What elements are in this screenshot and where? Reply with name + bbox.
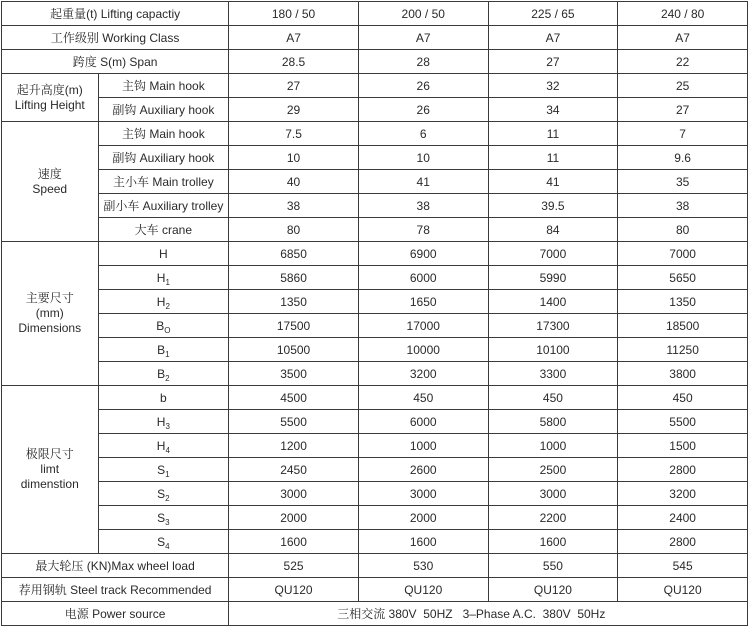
- dimension-symbol: [98, 314, 229, 338]
- cell-value: 530: [358, 554, 488, 578]
- symbol-letter: S: [157, 534, 166, 549]
- row-dim-h1: [2, 266, 748, 290]
- cell-value: 5500: [229, 410, 359, 434]
- cell-value: 3300: [488, 362, 618, 386]
- row-dim-h2: [2, 290, 748, 314]
- cell-value: A7: [618, 26, 748, 50]
- cell-value: 545: [618, 554, 748, 578]
- symbol-letter: B: [157, 366, 166, 381]
- cell-value: 35: [618, 170, 748, 194]
- symbol-subscript: O: [164, 325, 171, 335]
- power-source-label: 电源 Power source: [2, 602, 229, 626]
- cell-value: 7.5: [229, 122, 359, 146]
- dimension-symbol: [98, 530, 229, 554]
- limit-dimension-label-en-1: limt: [40, 462, 60, 476]
- cell-value: 9.6: [618, 146, 748, 170]
- row-limit-h4: [2, 434, 748, 458]
- dimension-symbol: [98, 458, 229, 482]
- cell-value: 7: [618, 122, 748, 146]
- cell-value: 5500: [618, 410, 748, 434]
- row-speed-aux-trolley: [2, 194, 748, 218]
- symbol-letter: H: [156, 270, 166, 285]
- symbol-subscript: 3: [165, 517, 170, 527]
- dimension-symbol: [98, 362, 229, 386]
- symbol-letter: B: [156, 318, 165, 333]
- cell-value: 2500: [488, 458, 618, 482]
- cell-value: 2800: [618, 530, 748, 554]
- cell-value: 10: [229, 146, 359, 170]
- cell-value: 27: [488, 50, 618, 74]
- row-dim-b2: [2, 362, 748, 386]
- dimension-symbol: [98, 482, 229, 506]
- dimensions-label-cn: 主要尺寸: [25, 291, 74, 305]
- row-label: 主钩 Main hook: [98, 74, 229, 98]
- cell-value: 450: [358, 386, 488, 410]
- cell-value: 38: [618, 194, 748, 218]
- cell-value: 2000: [358, 506, 488, 530]
- cell-value: 26: [358, 98, 488, 122]
- row-limit-s1: [2, 458, 748, 482]
- symbol-subscript: 1: [165, 469, 170, 479]
- dimension-symbol: [98, 266, 229, 290]
- model-200-50: 200 / 50: [358, 2, 488, 26]
- row-label: 大车 crane: [98, 218, 229, 242]
- row-label: 副钩 Auxiliary hook: [98, 146, 229, 170]
- cell-value: 22: [618, 50, 748, 74]
- cell-value: 3500: [229, 362, 359, 386]
- span-label: 跨度 S(m) Span: [2, 50, 229, 74]
- symbol-letter: H: [159, 246, 168, 261]
- cell-value: 3200: [618, 482, 748, 506]
- cell-value: 1600: [488, 530, 618, 554]
- cell-value: 1400: [488, 290, 618, 314]
- cell-value: QU120: [618, 578, 748, 602]
- cell-value: 5860: [229, 266, 359, 290]
- cell-value: 3800: [618, 362, 748, 386]
- cell-value: 1350: [618, 290, 748, 314]
- row-lifting-height-main: [2, 74, 748, 98]
- spec-table-container: [1, 1, 748, 626]
- symbol-letter: B: [157, 342, 166, 357]
- row-label: 主钩 Main hook: [98, 122, 229, 146]
- row-speed-main-hook: [2, 122, 748, 146]
- cell-value: QU120: [358, 578, 488, 602]
- dimension-symbol: [98, 338, 229, 362]
- dimension-symbol: [98, 434, 229, 458]
- row-limit-b: [2, 386, 748, 410]
- cell-value: QU120: [488, 578, 618, 602]
- symbol-letter: b: [160, 390, 167, 405]
- cell-value: 34: [488, 98, 618, 122]
- cell-value: 29: [229, 98, 359, 122]
- symbol-subscript: 4: [165, 541, 170, 551]
- cell-value: 3000: [358, 482, 488, 506]
- lifting-capacity-label: 起重量(t) Lifting capactiy: [2, 2, 229, 26]
- lifting-height-label-en: Lifting Height: [14, 97, 85, 112]
- row-label: 主小车 Main trolley: [98, 170, 229, 194]
- cell-value: 11250: [618, 338, 748, 362]
- cell-value: 6000: [358, 410, 488, 434]
- cell-value: 38: [229, 194, 359, 218]
- cell-value: 40: [229, 170, 359, 194]
- cell-value: 6900: [358, 242, 488, 266]
- cell-value: 38: [358, 194, 488, 218]
- speed-label-cn: 速度: [37, 166, 62, 181]
- dimension-symbol: [98, 242, 229, 266]
- symbol-letter: H: [156, 414, 166, 429]
- cell-value: 525: [229, 554, 359, 578]
- cell-value: 28.5: [229, 50, 359, 74]
- cell-value: 5800: [488, 410, 618, 434]
- row-span: [2, 50, 748, 74]
- cell-value: 11: [488, 122, 618, 146]
- cell-value: 3200: [358, 362, 488, 386]
- speed-label-en: Speed: [32, 181, 68, 196]
- cell-value: 1600: [229, 530, 359, 554]
- cell-value: 80: [618, 218, 748, 242]
- symbol-subscript: 2: [165, 493, 170, 503]
- cell-value: 11: [488, 146, 618, 170]
- row-limit-s2: [2, 482, 748, 506]
- cell-value: QU120: [229, 578, 359, 602]
- cell-value: 10500: [229, 338, 359, 362]
- working-class-label: 工作级别 Working Class: [2, 26, 229, 50]
- symbol-letter: S: [157, 510, 166, 525]
- cell-value: 2200: [488, 506, 618, 530]
- cell-value: 2000: [229, 506, 359, 530]
- symbol-subscript: 2: [165, 301, 170, 311]
- cell-value: 5650: [618, 266, 748, 290]
- row-limit-h3: [2, 410, 748, 434]
- dimensions-group-label: [2, 242, 99, 386]
- dimension-symbol: [98, 290, 229, 314]
- cell-value: 450: [618, 386, 748, 410]
- cell-value: 32: [488, 74, 618, 98]
- cell-value: 2600: [358, 458, 488, 482]
- row-speed-main-trolley: [2, 170, 748, 194]
- dimensions-label-unit: (mm): [35, 306, 64, 320]
- model-225-65: 225 / 65: [488, 2, 618, 26]
- cell-value: 1000: [358, 434, 488, 458]
- cell-value: 17000: [358, 314, 488, 338]
- cell-value: 27: [618, 98, 748, 122]
- cell-value: 18500: [618, 314, 748, 338]
- cell-value: 450: [488, 386, 618, 410]
- lifting-height-group-label: [2, 74, 99, 122]
- symbol-letter: H: [156, 294, 166, 309]
- limit-dimension-label-en-2: dimenstion: [20, 477, 79, 491]
- cell-value: 25: [618, 74, 748, 98]
- row-dim-bo: [2, 314, 748, 338]
- cell-value: 39.5: [488, 194, 618, 218]
- row-lifting-capacity: [2, 2, 748, 26]
- cell-value: 7000: [488, 242, 618, 266]
- symbol-subscript: 2: [165, 373, 170, 383]
- cell-value: 10100: [488, 338, 618, 362]
- cell-value: 5990: [488, 266, 618, 290]
- cell-value: 2800: [618, 458, 748, 482]
- row-limit-s4: [2, 530, 748, 554]
- cell-value: A7: [229, 26, 359, 50]
- row-working-class: [2, 26, 748, 50]
- cell-value: 6: [358, 122, 488, 146]
- cell-value: 3000: [488, 482, 618, 506]
- limit-dimension-label-cn: 极限尺寸: [25, 447, 74, 461]
- row-label: 副小车 Auxiliary trolley: [98, 194, 229, 218]
- cell-value: 4500: [229, 386, 359, 410]
- symbol-letter: S: [157, 462, 166, 477]
- cell-value: A7: [488, 26, 618, 50]
- row-steel-track: [2, 578, 748, 602]
- power-source-value: 三相交流 380V 50HZ 3–Phase A.C. 380V 50Hz: [229, 602, 748, 626]
- row-speed-aux-hook: [2, 146, 748, 170]
- model-180-50: 180 / 50: [229, 2, 359, 26]
- model-240-80: 240 / 80: [618, 2, 748, 26]
- symbol-letter: S: [157, 486, 166, 501]
- cell-value: 41: [488, 170, 618, 194]
- cell-value: 6000: [358, 266, 488, 290]
- cell-value: 1600: [358, 530, 488, 554]
- steel-track-label: 荐用钢轨 Steel track Recommended: [2, 578, 229, 602]
- cell-value: 1500: [618, 434, 748, 458]
- cell-value: 26: [358, 74, 488, 98]
- cell-value: 78: [358, 218, 488, 242]
- cell-value: 1200: [229, 434, 359, 458]
- row-limit-s3: [2, 506, 748, 530]
- symbol-subscript: 1: [165, 349, 170, 359]
- cell-value: 10: [358, 146, 488, 170]
- cell-value: 1650: [358, 290, 488, 314]
- cell-value: 2400: [618, 506, 748, 530]
- cell-value: 1000: [488, 434, 618, 458]
- row-dim-h: [2, 242, 748, 266]
- row-lifting-height-aux: [2, 98, 748, 122]
- crane-spec-table: [1, 1, 748, 626]
- row-max-wheel-load: [2, 554, 748, 578]
- dimension-symbol: [98, 386, 229, 410]
- row-dim-b1: [2, 338, 748, 362]
- row-speed-crane: [2, 218, 748, 242]
- cell-value: 7000: [618, 242, 748, 266]
- symbol-subscript: 4: [165, 445, 170, 455]
- symbol-letter: H: [156, 438, 166, 453]
- cell-value: 17300: [488, 314, 618, 338]
- cell-value: 84: [488, 218, 618, 242]
- limit-dimension-group-label: [2, 386, 99, 554]
- cell-value: A7: [358, 26, 488, 50]
- cell-value: 550: [488, 554, 618, 578]
- dimension-symbol: [98, 410, 229, 434]
- row-power-source: [2, 602, 748, 626]
- cell-value: 6850: [229, 242, 359, 266]
- lifting-height-label-cn: 起升高度(m): [16, 82, 83, 97]
- cell-value: 3000: [229, 482, 359, 506]
- cell-value: 80: [229, 218, 359, 242]
- symbol-subscript: 1: [165, 277, 170, 287]
- cell-value: 17500: [229, 314, 359, 338]
- cell-value: 2450: [229, 458, 359, 482]
- cell-value: 10000: [358, 338, 488, 362]
- max-wheel-load-label: 最大轮压 (KN)Max wheel load: [2, 554, 229, 578]
- cell-value: 28: [358, 50, 488, 74]
- speed-group-label: [2, 122, 99, 242]
- dimensions-label-en: Dimensions: [18, 321, 82, 335]
- row-label: 副钩 Auxiliary hook: [98, 98, 229, 122]
- cell-value: 1350: [229, 290, 359, 314]
- cell-value: 41: [358, 170, 488, 194]
- symbol-subscript: 3: [165, 421, 170, 431]
- dimension-symbol: [98, 506, 229, 530]
- cell-value: 27: [229, 74, 359, 98]
